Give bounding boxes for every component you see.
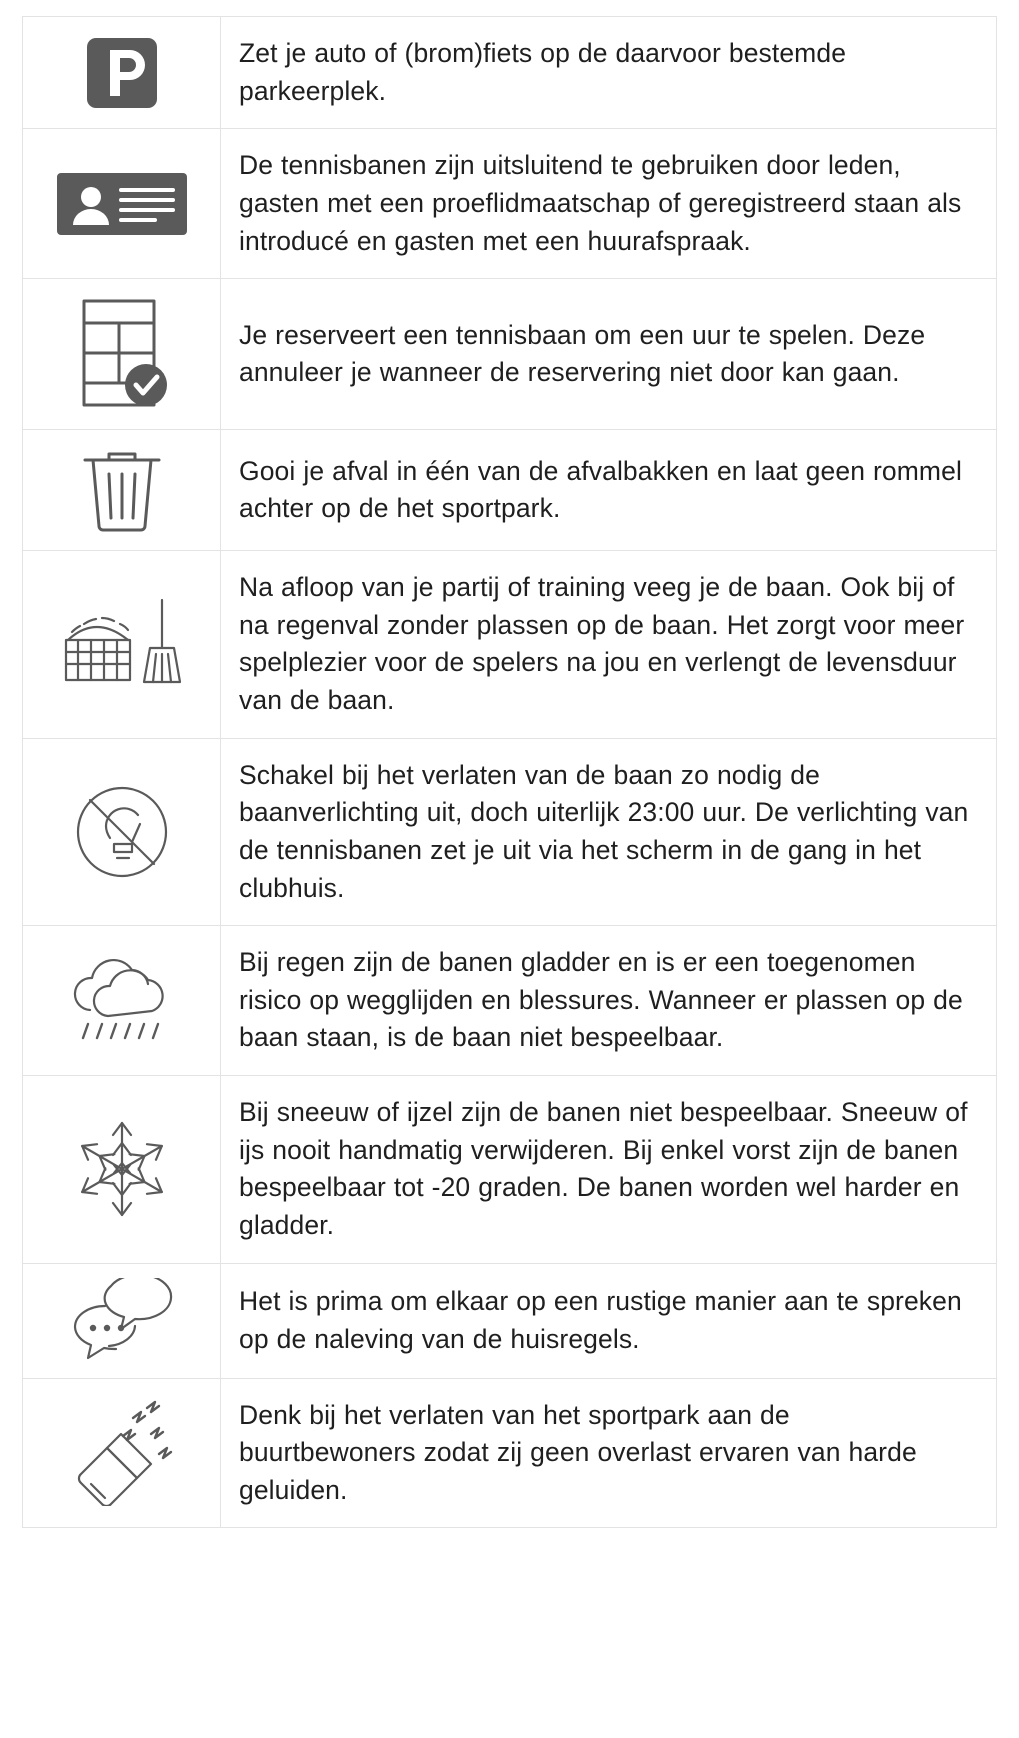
icon-cell	[23, 739, 221, 926]
rules-table	[22, 16, 997, 1528]
rule-text: Gooi je afval in één van de afvalbakken en laat geen rommel achter op de het sportpark.	[239, 455, 962, 524]
table-row	[23, 1264, 996, 1379]
text-cell	[221, 739, 996, 926]
rule-text: Bij sneeuw of ijzel zijn de banen niet bespeelbaar. Sneeuw of ijs nooit handmatig verwijderen. Bij enkel vorst zijn de banen bespeelbaar tot -20 graden. De banen worden wel harder en gladder.	[239, 1097, 968, 1240]
table-row	[23, 279, 996, 430]
icon-cell	[23, 551, 221, 738]
text-cell	[221, 926, 996, 1075]
table-row	[23, 129, 996, 279]
text-cell	[221, 551, 996, 738]
parking-sign-icon	[85, 36, 159, 110]
trash-bin-icon	[79, 444, 165, 536]
text-cell	[221, 17, 996, 128]
court-sweeping-broom-icon	[58, 596, 186, 692]
speech-bubbles-icon	[67, 1278, 177, 1364]
membership-card-icon	[55, 165, 189, 243]
rule-text: Denk bij het verlaten van het sportpark aan de buurtbewoners zodat zij geen overlast ervaren van harde geluiden.	[239, 1399, 917, 1505]
rule-text: Je reserveert een tennisbaan om een uur te spelen. Deze annuleer je wanneer de reservering niet door kan gaan.	[239, 319, 926, 388]
icon-cell	[23, 430, 221, 550]
court-reservation-check-icon	[70, 293, 174, 415]
noise-megaphone-icon	[67, 1400, 177, 1506]
table-row	[23, 739, 996, 927]
icon-cell	[23, 1076, 221, 1263]
rule-text: Na afloop van je partij of training veeg je de baan. Ook bij of na regenval zonder plassen op de baan. Het zorgt voor meer spelplezier voor de spelers na jou en verlengt de levensduur van de baan.	[239, 572, 965, 715]
icon-cell	[23, 926, 221, 1075]
rule-text: Het is prima om elkaar op een rustige manier aan te spreken op de naleving van de huisregels.	[239, 1285, 962, 1354]
table-row	[23, 430, 996, 551]
table-row	[23, 1076, 996, 1264]
icon-cell	[23, 279, 221, 429]
table-row	[23, 17, 996, 129]
icon-cell	[23, 17, 221, 128]
text-cell	[221, 279, 996, 429]
table-row	[23, 1379, 996, 1529]
rule-text: Bij regen zijn de banen gladder en is er een toegenomen risico op wegglijden en blessures. Wanneer er plassen op de baan staan, is de baan niet bespeelbaar.	[239, 947, 963, 1053]
text-cell	[221, 129, 996, 278]
icon-cell	[23, 1264, 221, 1378]
text-cell	[221, 1379, 996, 1528]
text-cell	[221, 1076, 996, 1263]
text-cell	[221, 430, 996, 550]
table-row	[23, 926, 996, 1076]
icon-cell	[23, 1379, 221, 1528]
no-lighting-icon	[70, 780, 174, 884]
snowflake-icon	[70, 1117, 174, 1221]
rain-cloud-icon	[64, 954, 180, 1048]
rule-text: De tennisbanen zijn uitsluitend te gebruiken door leden, gasten met een proeflidmaatschap of geregistreerd staan als introducé en gasten met een huurafspraak.	[239, 150, 962, 256]
text-cell	[221, 1264, 996, 1378]
rule-text: Schakel bij het verlaten van de baan zo nodig de baanverlichting uit, doch uiterlijk 23:00 uur. De verlichting van de tennisbanen zet je uit via het scherm in de gang in het clubhuis.	[239, 759, 969, 903]
table-row	[23, 551, 996, 739]
rule-text: Zet je auto of (brom)fiets op de daarvoor bestemde parkeerplek.	[239, 38, 847, 106]
icon-cell	[23, 129, 221, 278]
